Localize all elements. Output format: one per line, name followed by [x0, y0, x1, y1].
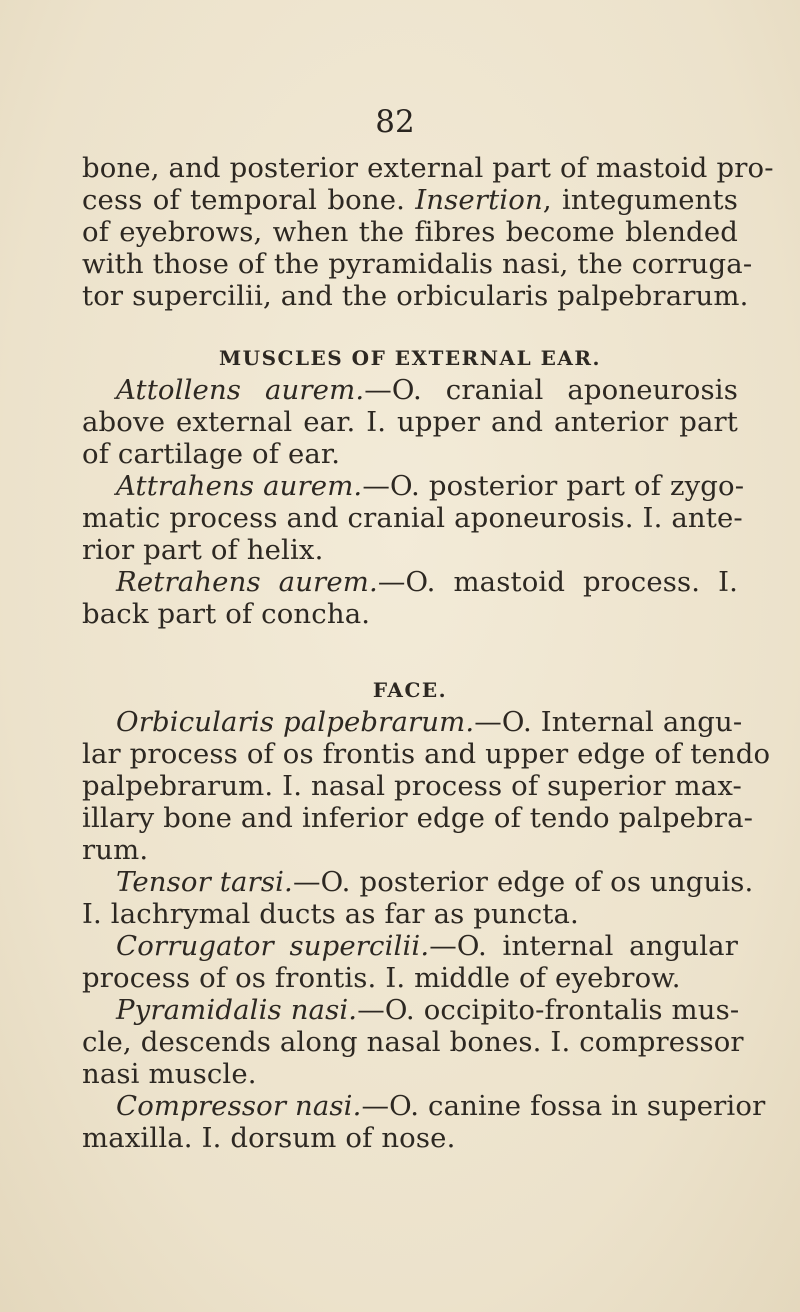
text-line — [82, 706, 743, 738]
muscle-name: Attollens aurem. — [116, 374, 365, 406]
text-fragment: cess of temporal bone. — [82, 184, 416, 216]
page-body — [82, 152, 774, 1154]
text-fragment: —O. Internal angu- — [474, 706, 743, 738]
text-line: tor supercilii, and the orbicularis palpebrarum. — [82, 280, 749, 312]
text-line — [82, 566, 738, 598]
entry-corrugator — [82, 930, 738, 994]
insertion-term: Insertion — [415, 184, 543, 216]
entry-retrahens — [82, 566, 738, 630]
muscle-name: Compressor nasi. — [116, 1090, 362, 1122]
text-fragment: —O. posterior edge of os unguis. — [292, 866, 754, 898]
text-line: above external ear. I. upper and anterior part — [82, 406, 738, 438]
text-line — [82, 994, 738, 1026]
text-line: back part of concha. — [82, 598, 371, 630]
text-line: with those of the pyramidalis nasi, the corruga- — [82, 248, 753, 280]
text-line — [82, 184, 738, 216]
text-fragment: —O. cranial aponeurosis — [364, 374, 738, 406]
text-line: of cartilage of ear. — [82, 438, 341, 470]
entry-compressor — [82, 1090, 766, 1154]
text-fragment: —O. internal angular — [429, 930, 738, 962]
section-heading-external-ear: MUSCLES OF EXTERNAL EAR. — [219, 346, 601, 370]
text-fragment: —O. posterior part of zygo- — [362, 470, 745, 502]
text-line: of eyebrows, when the fibres become blended — [82, 216, 738, 248]
text-line: cle, descends along nasal bones. I. compressor — [82, 1026, 744, 1058]
text-line — [82, 374, 738, 406]
section-heading-face: FACE. — [372, 678, 448, 702]
text-line: nasi muscle. — [82, 1058, 257, 1090]
muscle-name: Pyramidalis nasi. — [116, 994, 358, 1026]
text-line: process of os frontis. I. middle of eyebrow. — [82, 962, 681, 994]
text-fragment: , integuments — [542, 184, 738, 216]
text-line: bone, and posterior external part of mastoid pro- — [82, 152, 774, 184]
muscle-name: Corrugator supercilii. — [116, 930, 430, 962]
text-fragment: —O. canine fossa in superior — [361, 1090, 766, 1122]
page-number: 82 — [375, 104, 415, 140]
muscle-name: Tensor tarsi. — [116, 866, 293, 898]
text-line — [82, 866, 754, 898]
text-line: matic process and cranial aponeurosis. I. ante- — [82, 502, 743, 534]
text-line: palpebrarum. I. nasal process of superior max- — [82, 770, 742, 802]
entry-attollens — [82, 374, 738, 470]
text-line — [82, 1090, 766, 1122]
text-line: rior part of helix. — [82, 534, 324, 566]
entry-tensor-tarsi — [82, 866, 754, 930]
text-line: I. lachrymal ducts as far as puncta. — [82, 898, 579, 930]
intro-paragraph — [82, 152, 774, 312]
text-line: lar process of os frontis and upper edge of tendo — [82, 738, 771, 770]
entry-orbicularis — [82, 706, 771, 866]
text-line — [82, 930, 738, 962]
muscle-name: Attrahens aurem. — [116, 470, 363, 502]
text-line: maxilla. I. dorsum of nose. — [82, 1122, 456, 1154]
muscle-name: Retrahens aurem. — [116, 566, 378, 598]
entry-attrahens — [82, 470, 745, 566]
text-fragment: —O. mastoid process. I. — [377, 566, 738, 598]
text-fragment: —O. occipito-frontalis mus- — [357, 994, 740, 1026]
text-line — [82, 470, 745, 502]
text-line: illary bone and inferior edge of tendo palpebra- — [82, 802, 754, 834]
entry-pyramidalis — [82, 994, 744, 1090]
text-line: rum. — [82, 834, 149, 866]
muscle-name: Orbicularis palpebrarum. — [116, 706, 475, 738]
